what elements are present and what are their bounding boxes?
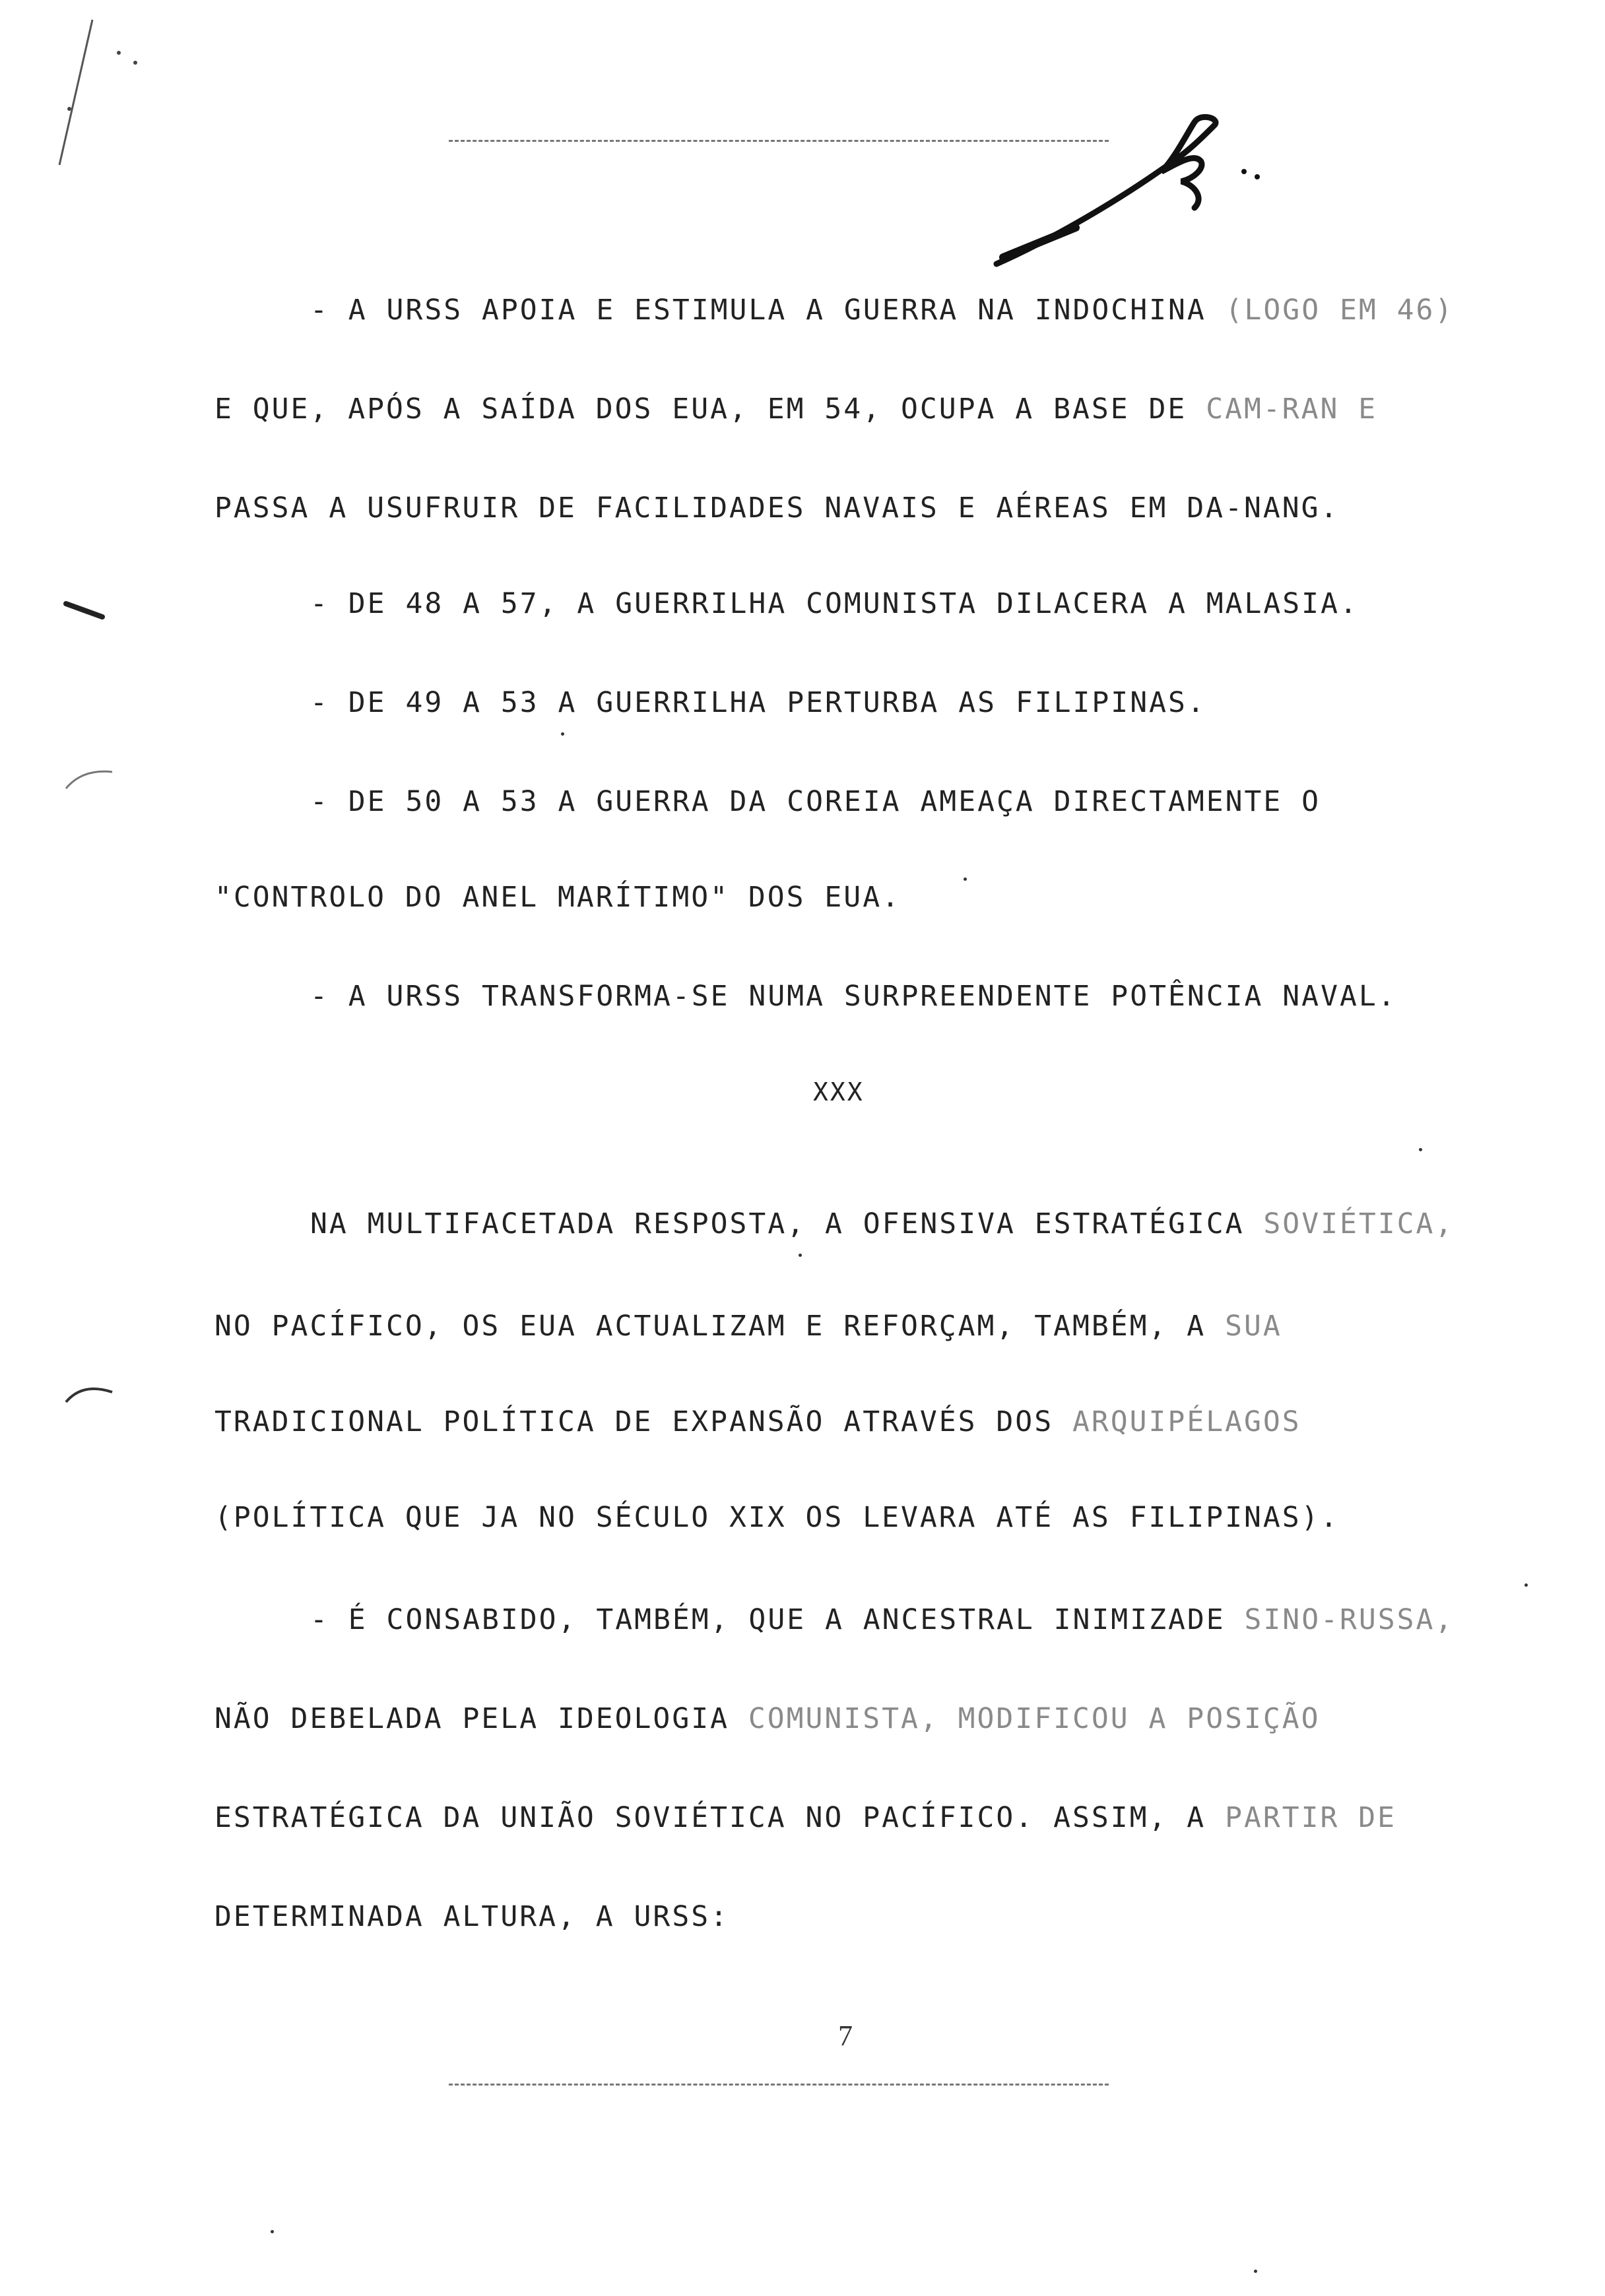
scan-speck	[1524, 1583, 1528, 1587]
paragraph-line-4: - DE 48 A 57, A GUERRILHA COMUNISTA DILACERA A MALASIA.	[310, 587, 1359, 620]
margin-arc-mark-2	[63, 1379, 115, 1405]
paragraph-line-15: ESTRATÉGICA DA UNIÃO SOVIÉTICA NO PACÍFICO. ASSIM, A PARTIR DE	[214, 1801, 1397, 1834]
scan-speck	[1254, 2270, 1257, 2273]
paragraph-line-12: (POLÍTICA QUE JA NO SÉCULO XIX OS LEVARA ATÉ AS FILIPINAS).	[214, 1501, 1340, 1534]
paragraph-line-1: - A URSS APOIA E ESTIMULA A GUERRA NA INDOCHINA (LOGO EM 46)	[310, 294, 1455, 327]
paragraph-line-8: - A URSS TRANSFORMA-SE NUMA SURPREENDENTE POTÊNCIA NAVAL.	[310, 980, 1397, 1013]
scan-speck	[561, 732, 564, 736]
paragraph-line-10: NO PACÍFICO, OS EUA ACTUALIZAM E REFORÇAM, TAMBÉM, A SUA	[214, 1310, 1282, 1343]
paragraph-line-16: DETERMINADA ALTURA, A URSS:	[214, 1900, 729, 1933]
paragraph-line-2: E QUE, APÓS A SAÍDA DOS EUA, EM 54, OCUPA A BASE DE CAM-RAN E	[214, 393, 1378, 426]
signature-mark	[977, 99, 1267, 277]
paragraph-line-5: - DE 49 A 53 A GUERRILHA PERTURBA AS FILIPINAS.	[310, 686, 1206, 719]
margin-arrow-mark	[63, 597, 115, 623]
scan-speck	[1419, 1148, 1422, 1151]
page-number: 7	[838, 2020, 853, 2052]
paragraph-line-3: PASSA A USUFRUIR DE FACILIDADES NAVAIS E AÉREAS EM DA-NANG.	[214, 492, 1340, 525]
paragraph-line-11: TRADICIONAL POLÍTICA DE EXPANSÃO ATRAVÉS DOS ARQUIPÉLAGOS	[214, 1405, 1301, 1438]
scan-speck	[271, 2230, 274, 2233]
margin-scratch-mark	[20, 13, 152, 211]
margin-arc-mark	[63, 765, 115, 792]
section-separator: XXX	[813, 1077, 865, 1106]
paragraph-line-14: NÃO DEBELADA PELA IDEOLOGIA COMUNISTA, MODIFICOU A POSIÇÃO	[214, 1702, 1321, 1735]
bottom-rule	[449, 2084, 1109, 2086]
scan-speck	[964, 877, 967, 881]
paragraph-line-7: "CONTROLO DO ANEL MARÍTIMO" DOS EUA.	[214, 881, 901, 914]
paragraph-line-6: - DE 50 A 53 A GUERRA DA COREIA AMEAÇA DIRECTAMENTE O	[310, 785, 1321, 818]
paragraph-line-13: - É CONSABIDO, TAMBÉM, QUE A ANCESTRAL INIMIZADE SINO-RUSSA,	[310, 1603, 1455, 1636]
scan-speck	[799, 1254, 802, 1257]
paragraph-line-9: NA MULTIFACETADA RESPOSTA, A OFENSIVA ESTRATÉGICA SOVIÉTICA,	[310, 1207, 1455, 1240]
